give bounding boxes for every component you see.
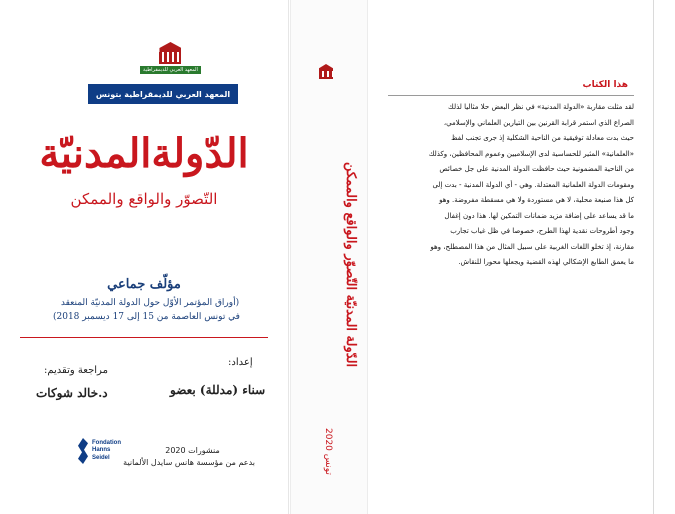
foundation-name: Fondation Hanns Seidel — [92, 439, 121, 461]
review-by-name: د.خالد شوكات — [36, 386, 108, 400]
blurb-line: ومقومات الدولة العلمانية المعتدلة. وهي - أي الدولة المدنية - بدت إلى — [432, 180, 634, 189]
blurb-line: لقد مثلت مقاربة «الدولة المدنية» في نظر البعض حلا مثاليا لذلك — [448, 103, 634, 111]
prepared-by-name: سناء (مدللة) بعضو — [170, 383, 266, 397]
book-title: الدّولةالمدنيّة — [39, 130, 249, 177]
blurb-line: الصراع الذي استمر قرابة القرنين بين التيارين العلماني والإسلامي، — [443, 118, 634, 127]
front-cover — [0, 0, 289, 514]
blurb-line: مقارنة، إذ تخلو اللغات الغربية على سبيل المثال من هذا المصطلح، وهو — [430, 242, 634, 251]
collective-work-label: مؤلّف جماعي — [107, 277, 181, 292]
blurb-line: ما يعمق الطابع الإشكالي لهذه القضية ويجعلها محورا للنقاش. — [458, 258, 634, 266]
blurb-line: حيث بدت معادلة توفيقية من الناحية الشكلية إذ جرى تجنب لفظ — [451, 134, 634, 142]
spine-roof-icon — [319, 64, 333, 71]
logo-band-text: المعهد العربي للديمقراطية — [140, 66, 201, 74]
spine-columns-icon — [319, 71, 333, 79]
building-roof-icon — [159, 42, 181, 52]
prepared-by-label: إعداد: — [228, 357, 253, 368]
spine-logo — [319, 64, 333, 79]
blurb-line: ما قد يساعد على إضافة مزيد ضمانات التمكين لها. هذا دون إغفال — [444, 211, 634, 220]
blurb-line: كل هذا صنيعة محلية، لا هي مستوردة ولا هي مسقطة مفروضة. وهو — [439, 196, 634, 204]
publications-support: بدعم من مؤسسة هانس سايدل الألمانية — [123, 458, 255, 467]
blurb-line: من الناحية المضمونية حيث حافظت الدولة المدنية على جل خصائص — [439, 165, 634, 173]
back-heading: هذا الكتاب — [582, 80, 628, 90]
blurb-line: «العلمانية» المثير للحساسية لدى الإسلاميين وعموم المحافظين، وكذلك — [428, 149, 634, 158]
foundation-mark-icon — [78, 438, 88, 464]
spine-title: الدّولة المدنيّة التّصوّر والواقع والممكن — [343, 162, 358, 368]
blurb-line: وجود أطروحات نقدية لهذا الطرح، خصوصا في ظل غياب تجارب — [450, 227, 634, 235]
back-rule — [388, 95, 634, 96]
book-subtitle: التّصوّر والواقع والممكن — [70, 190, 218, 208]
institute-logo — [140, 42, 201, 74]
review-by-label: مراجعة وتقديم: — [44, 365, 108, 376]
institute-banner: المعهد العربي للديمقراطية بتونس — [88, 84, 238, 104]
divider-line — [20, 337, 268, 338]
hanns-seidel-logo — [78, 438, 121, 464]
back-blurb — [378, 100, 634, 271]
proceedings-line-1: (أوراق المؤتمر الأوّل حول الدولة المدنيّة المنعقد — [60, 298, 240, 308]
publications-year: منشورات 2020 — [165, 446, 220, 455]
proceedings-line-2: في تونس العاصمة من 15 إلى 17 ديسمبر 2018) — [52, 312, 240, 322]
back-fold-line — [653, 0, 654, 514]
spine-year: تونس 2020 — [323, 428, 333, 475]
building-columns-icon — [159, 52, 181, 64]
